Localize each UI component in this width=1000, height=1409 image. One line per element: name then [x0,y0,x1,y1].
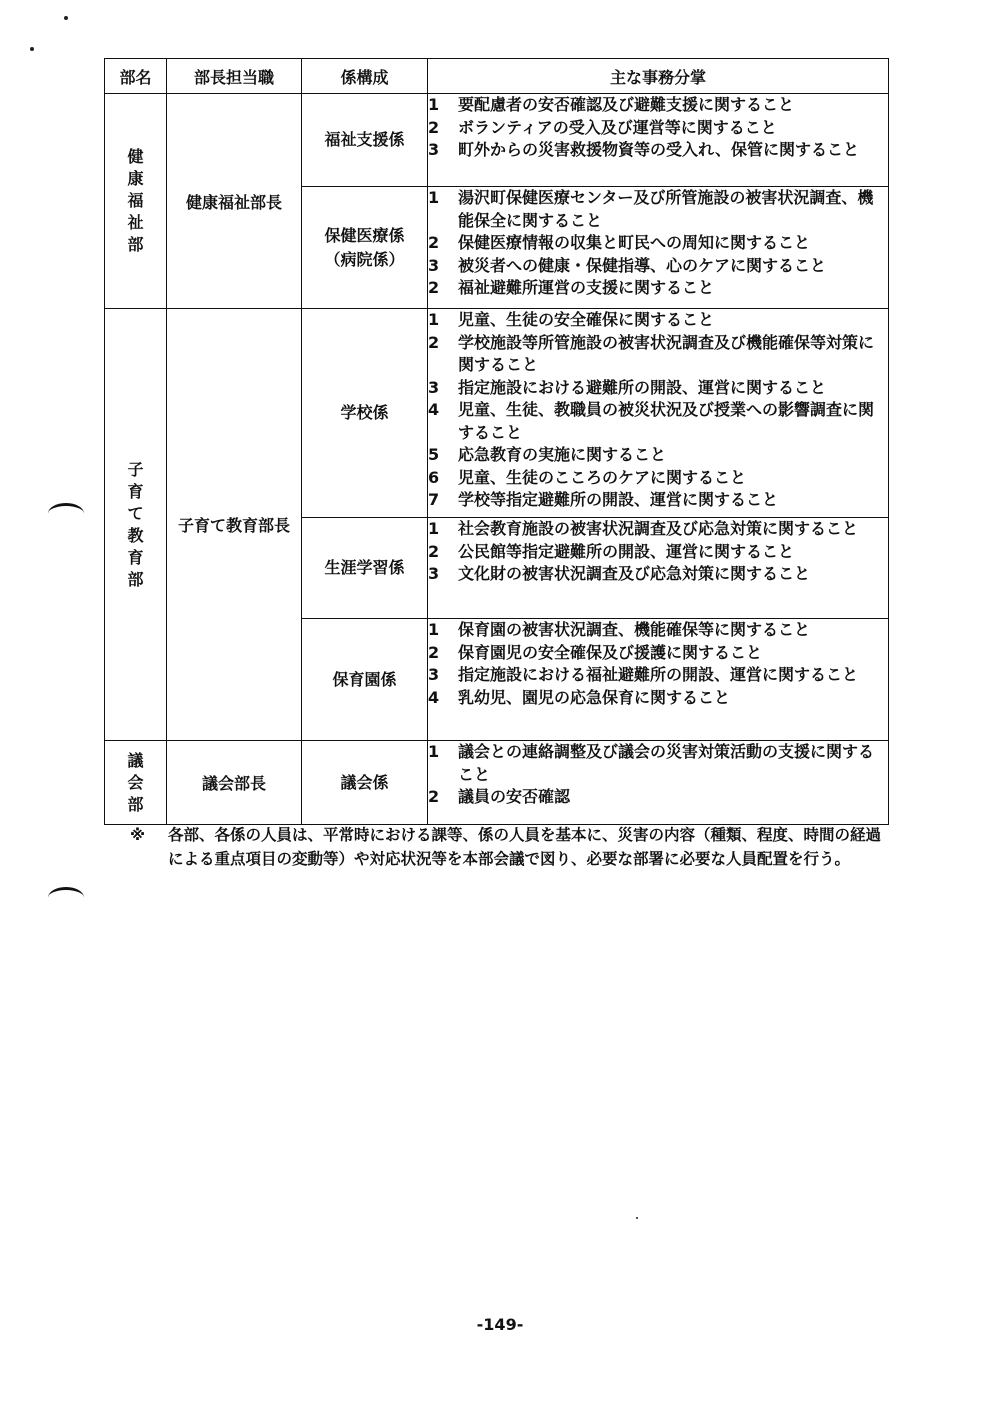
duty-item: 1 児童、生徒の安全確保に関すること [428,310,715,329]
section-cell [302,94,428,187]
duty-item: 7 学校等指定避難所の開設、運営に関すること [428,490,779,509]
dept-head: 健康福祉部長 [185,192,282,212]
scan-speck [30,47,34,51]
duty-item: 1 社会教育施設の被害状況調査及び応急対策に関すること [428,519,859,538]
duties-cell [428,518,889,619]
duty-item: 2 議員の安否確認 [428,787,571,806]
duties-cell [428,309,889,518]
duty-item: 3 指定施設における福祉避難所の開設、運営に関すること [428,665,859,684]
duties-cell [428,187,889,309]
duties-cell [428,619,889,741]
header-head-title: 部長担当職 [167,59,302,94]
duty-list [428,741,888,809]
section-cell [302,518,428,619]
dept-name-cell [105,309,167,741]
section-name: 保健医療係 [324,225,405,245]
section-cell [302,741,428,825]
dept-name: 議会部 [127,750,144,814]
dept-head: 議会部長 [201,774,266,793]
scan-speck [64,16,68,20]
header-dept-name: 部名 [105,59,167,94]
duty-list [428,518,888,586]
duty-list [428,309,888,512]
punch-hole-mark [48,887,84,908]
duty-item: 3 被災者への健康・保健指導、心のケアに関すること [428,255,827,275]
footnote-text: 各部、各係の人員は、平常時における課等、係の人員を基本に、災害の内容（種類、程度、時間の経過による重点項目の変動等）や対応状況等を本部会議で図り、必要な部署に必要な人員配置を行う。 [168,826,882,868]
duty-item: 1 湯沢町保健医療センター及び所管施設の被害状況調査、機能保全に関すること [428,188,874,230]
duty-item: 2 福祉避難所運営の支援に関すること [428,278,715,297]
duty-item: 3 文化財の被害状況調査及び応急対策に関すること [428,564,811,583]
duty-item: 2 保育園児の安全確保及び援護に関すること [428,642,763,662]
header-section: 係構成 [302,59,428,94]
dept-head-cell [167,309,302,741]
table-row [105,309,889,518]
section-name: 保育園係 [332,669,397,689]
duties-cell [428,94,889,187]
section-name: 学校係 [340,403,389,422]
table-header-row [105,59,889,94]
duty-item: 6 児童、生徒のこころのケアに関すること [428,467,747,487]
duties-cell [428,741,889,825]
table-row [105,94,889,187]
punch-hole-mark [48,503,84,524]
dept-name: 子育て教育部 [127,459,144,589]
duty-item: 1 要配慮者の安否確認及び避難支援に関すること [428,95,795,114]
dept-name: 健康福祉部 [127,147,144,254]
duty-item: 5 応急教育の実施に関すること [428,445,667,464]
duty-item: 2 公民館等指定避難所の開設、運営に関すること [428,541,795,561]
dept-head-cell [167,94,302,309]
section-cell [302,619,428,741]
header-duties: 主な事務分掌 [428,59,889,94]
duty-item: 1 保育園の被害状況調査、機能確保等に関すること [428,620,811,639]
disaster-duty-table [104,58,889,825]
duty-list [428,187,888,300]
duty-list [428,94,888,162]
dept-name-cell [105,741,167,825]
footnote-mark: ※ [130,826,146,844]
table-row [105,741,889,825]
dept-head-cell [167,741,302,825]
footnote [130,823,890,871]
section-subname: （病院係） [324,249,405,269]
duty-item: 2 保健医療情報の収集と町民への周知に関すること [428,233,811,252]
duty-item: 2 学校施設等所管施設の被害状況調査及び機能確保等対策に関すること [428,332,875,374]
duty-item: 3 指定施設における避難所の開設、運営に関すること [428,377,827,397]
dept-head: 子育て教育部長 [177,516,290,535]
duty-item: 2 ボランティアの受入及び運営等に関すること [428,117,777,137]
scan-speck [636,1217,638,1219]
section-name: 生涯学習係 [324,558,405,577]
section-cell [302,187,428,309]
duty-item: 4 乳幼児、園児の応急保育に関すること [428,687,731,707]
duty-list [428,619,888,709]
section-cell [302,309,428,518]
duty-item: 3 町外からの災害救援物資等の受入れ、保管に関すること [428,140,859,159]
duty-item: 1 議会との連絡調整及び議会の災害対策活動の支援に関すること [428,742,875,784]
dept-name-cell [105,94,167,309]
section-name: 議会係 [340,772,389,792]
section-name: 福祉支援係 [324,130,405,149]
page-number: -149- [476,1315,524,1334]
duty-item: 4 児童、生徒、教職員の被災状況及び授業への影響調査に関すること [428,400,875,442]
